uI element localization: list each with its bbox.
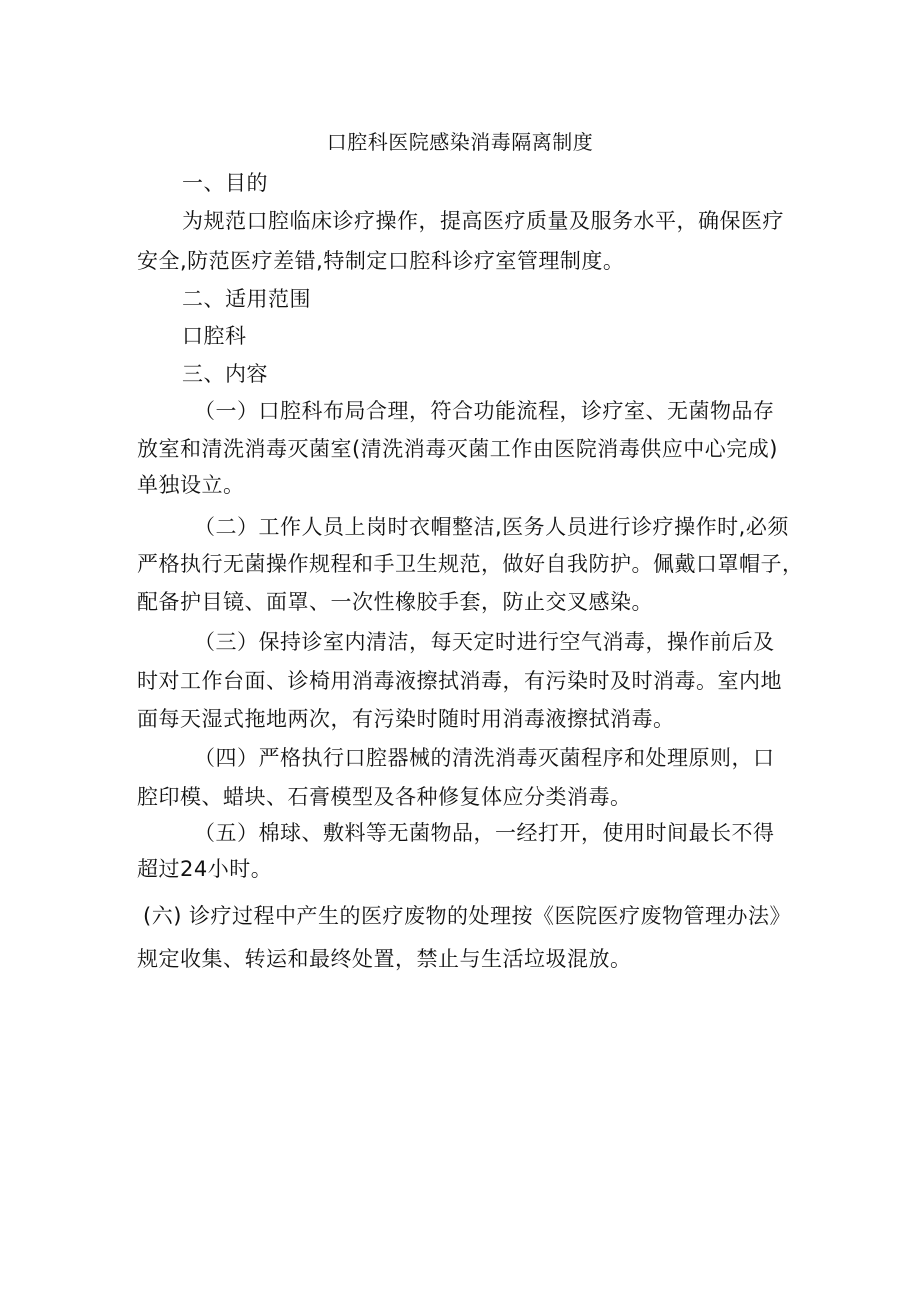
list-item-line: 时对工作台面、诊椅用消毒液擦拭消毒，有污染时及时消毒。室内地 — [137, 669, 782, 693]
list-item-line: （三）保持诊室内清洁，每天定时进行空气消毒，操作前后及 — [194, 630, 775, 654]
list-item-line: 面每天湿式拖地两次，有污染时随时用消毒液擦拭消毒。 — [137, 707, 675, 731]
list-item-line: （一）口腔科布局合理，符合功能流程，诊疗室、无菌物品存 — [194, 399, 775, 423]
section-heading-purpose: 一、目的 — [182, 171, 268, 195]
list-item-line: (六) 诊疗过程中产生的医疗废物的处理按《医院医疗废物管理办法》 — [143, 904, 792, 928]
list-item-line: 放室和清洗消毒灭菌室(清洗消毒灭菌工作由医院消毒供应中心完成) — [137, 437, 778, 461]
paragraph-line: 为规范口腔临床诊疗操作，提高医疗质量及服务水平，确保医疗 — [182, 209, 784, 233]
list-item-line: 单独设立。 — [137, 473, 245, 497]
list-item-line: 配备护目镜、面罩、一次性橡胶手套，防止交叉感染。 — [137, 590, 653, 614]
section-heading-scope: 二、适用范围 — [182, 287, 311, 311]
section-heading-content: 三、内容 — [182, 362, 268, 386]
list-item-line: 超过24小时。 — [137, 857, 273, 881]
document-title: 口腔科医院感染消毒隔离制度 — [326, 130, 594, 154]
list-item-line: 规定收集、转运和最终处置，禁止与生活垃圾混放。 — [137, 947, 632, 971]
list-item-line: （二）工作人员上岗时衣帽整洁,医务人员进行诊疗操作时,必须 — [194, 515, 789, 539]
paragraph-line: 口腔科 — [182, 324, 247, 348]
list-item-line: （五）棉球、敷料等无菌物品，一经打开，使用时间最长不得 — [194, 821, 775, 845]
paragraph-line: 安全,防范医疗差错,特制定口腔科诊疗室管理制度。 — [137, 249, 625, 273]
list-item-line: 严格执行无菌操作规程和手卫生规范，做好自我防护。佩戴口罩帽子， — [137, 552, 804, 576]
list-item-line: （四）严格执行口腔器械的清洗消毒灭菌程序和处理原则，口 — [194, 746, 775, 770]
list-item-line: 腔印模、蜡块、石膏模型及各种修复体应分类消毒。 — [137, 785, 632, 809]
